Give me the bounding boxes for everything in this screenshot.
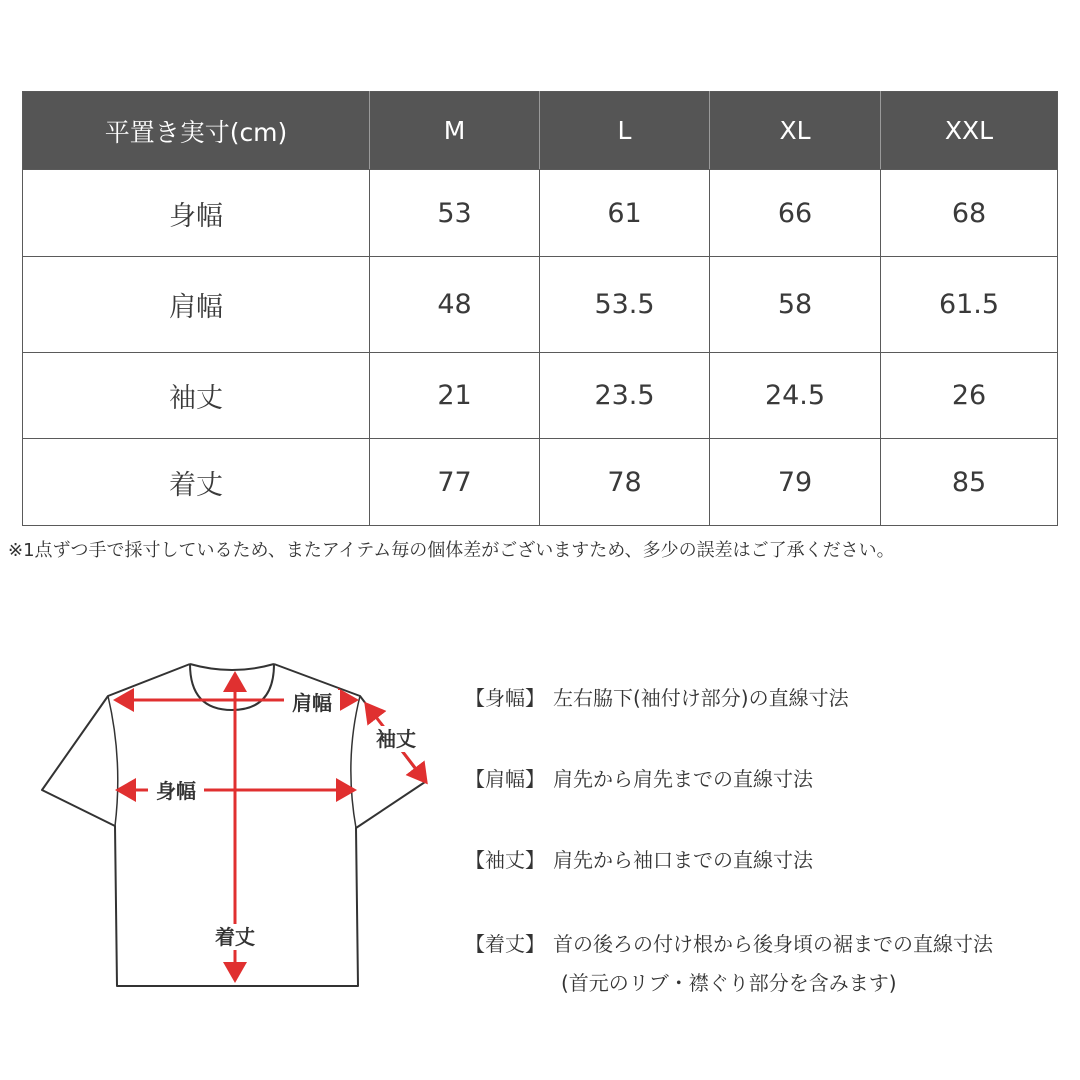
table-cell: 58 <box>710 257 881 353</box>
header-size-l: L <box>540 92 710 170</box>
table-row <box>23 257 1058 353</box>
tshirt-diagram <box>30 640 450 1000</box>
size-table <box>22 91 1058 526</box>
legend-desc: 肩先から肩先までの直線寸法 <box>553 767 813 791</box>
measurement-note: ※1点ずつ手で採寸しているため、またアイテム毎の個体差がございますため、多少の誤差はご了承ください。 <box>8 540 895 561</box>
legend-desc: 左右脇下(袖付け部分)の直線寸法 <box>553 686 849 710</box>
label-length: 着丈 <box>215 925 255 949</box>
table-cell: 23.5 <box>540 353 710 439</box>
collar-outer <box>190 664 274 670</box>
table-header-row <box>23 92 1058 170</box>
legend-chest <box>465 682 849 711</box>
legend-key: 【着丈】 <box>465 932 545 956</box>
legend-desc: 首の後ろの付け根から後身頃の裾までの直線寸法 <box>553 932 993 956</box>
table-cell: 66 <box>710 170 881 257</box>
table-cell: 26 <box>881 353 1058 439</box>
legend-key: 【袖丈】 <box>465 848 545 872</box>
label-shoulder: 肩幅 <box>292 691 332 715</box>
legend-key: 【身幅】 <box>465 686 545 710</box>
row-label: 肩幅 <box>23 257 370 353</box>
table-row <box>23 170 1058 257</box>
row-label: 身幅 <box>23 170 370 257</box>
table-cell: 48 <box>370 257 540 353</box>
header-measurement: 平置き実寸(cm) <box>23 92 370 170</box>
table-cell: 21 <box>370 353 540 439</box>
legend-shoulder <box>465 763 813 792</box>
armhole-left <box>108 696 118 826</box>
table-cell: 53 <box>370 170 540 257</box>
table-cell: 77 <box>370 439 540 526</box>
row-label: 着丈 <box>23 439 370 526</box>
row-label: 袖丈 <box>23 353 370 439</box>
legend-desc: 肩先から袖口までの直線寸法 <box>553 848 813 872</box>
label-sleeve: 袖丈 <box>376 727 416 751</box>
table-cell: 61 <box>540 170 710 257</box>
table-cell: 68 <box>881 170 1058 257</box>
table-row <box>23 439 1058 526</box>
legend-key: 【肩幅】 <box>465 767 545 791</box>
table-row <box>23 353 1058 439</box>
legend-length <box>465 928 993 996</box>
table-cell: 61.5 <box>881 257 1058 353</box>
label-chest: 身幅 <box>156 779 196 803</box>
table-cell: 85 <box>881 439 1058 526</box>
table-cell: 53.5 <box>540 257 710 353</box>
table-cell: 79 <box>710 439 881 526</box>
header-size-m: M <box>370 92 540 170</box>
legend-sleeve <box>465 844 813 873</box>
legend-subnote: (首元のリブ・襟ぐり部分を含みます) <box>561 971 897 995</box>
table-cell: 78 <box>540 439 710 526</box>
table-cell: 24.5 <box>710 353 881 439</box>
armhole-right <box>351 696 360 828</box>
header-size-xl: XL <box>710 92 881 170</box>
header-size-xxl: XXL <box>881 92 1058 170</box>
